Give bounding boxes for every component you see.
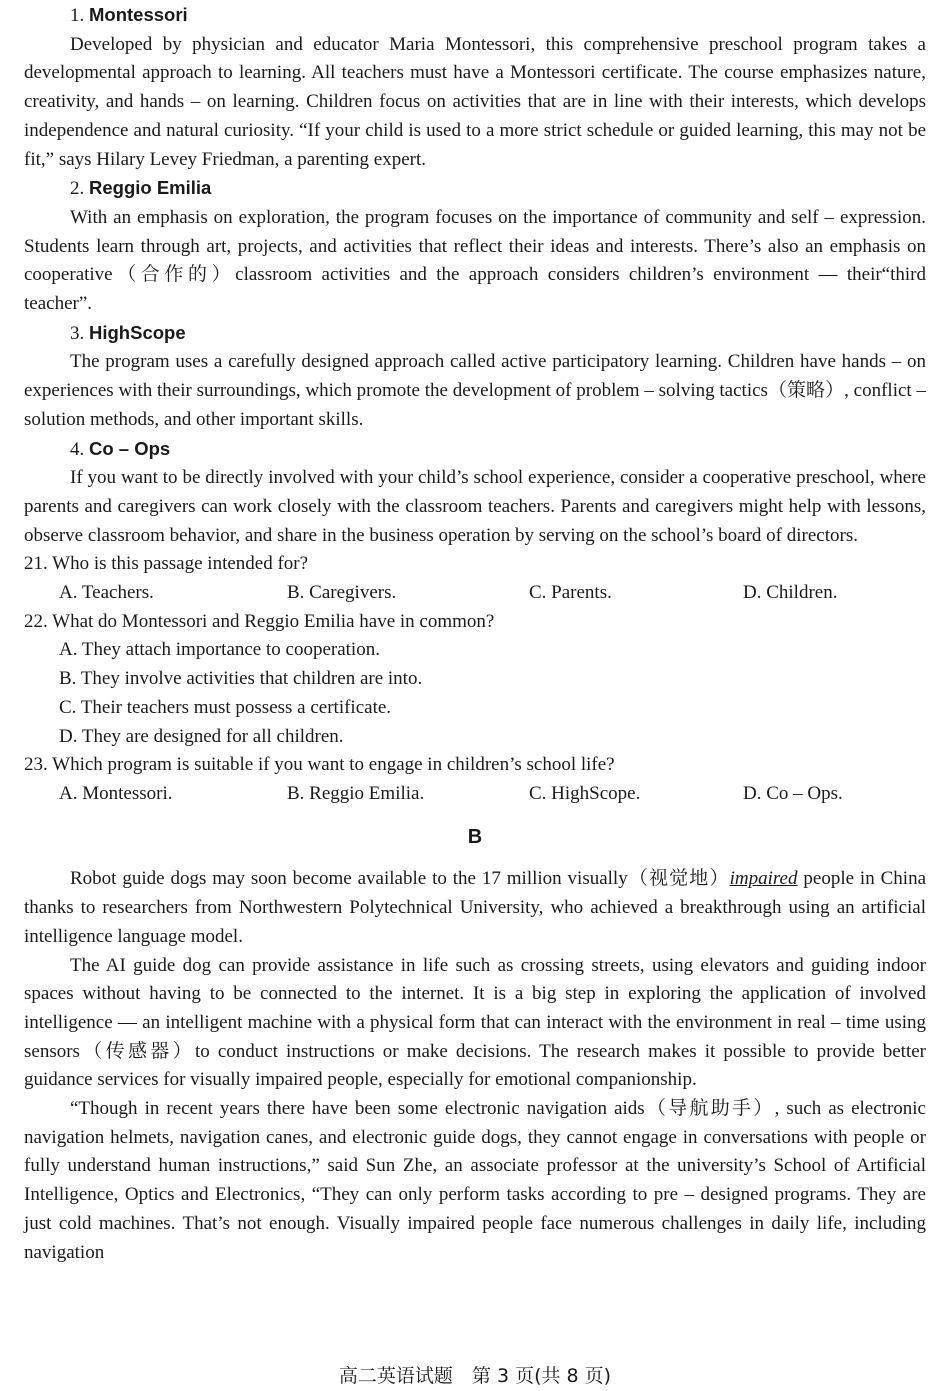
option-b: B. Caregivers. <box>287 582 397 604</box>
question-22: 22. What do Montessori and Reggio Emilia have in common? <box>24 610 495 632</box>
section-heading-montessori: 1. Montessori <box>70 4 188 26</box>
page-footer: 高二英语试题 第 3 页(共 8 页) <box>338 1365 612 1387</box>
section-heading-reggio: 2. Reggio Emilia <box>70 177 212 200</box>
paragraph-coops: If you want to be directly involved with your child’s school experience, consider a cooperative preschool, where parents and caregivers can work closely with the classroom teachers. Parents and caregivers might help with lessons, observe classroom behavior, and share in the business operation by serving on the school’s board of directors. <box>24 467 926 546</box>
paragraph-b-1: Robot guide dogs may soon become available to the 17 million visually（视觉地）impaired people in China thanks to researchers from Northwestern Polytechnical University, who achieved a breakthrough using an artificial intelligence language model. <box>24 868 926 947</box>
underlined-word-impaired: impaired <box>729 868 798 890</box>
question-23-options <box>24 780 926 809</box>
option-a: A. Teachers. <box>59 582 154 604</box>
question-21-options <box>24 579 926 608</box>
section-heading-highscope: 3. HighScope <box>70 321 186 344</box>
option-d: D. Co – Ops. <box>743 782 843 804</box>
question-21: 21. Who is this passage intended for? <box>24 553 309 575</box>
option-c: C. Parents. <box>529 582 612 604</box>
paragraph-b-2: The AI guide dog can provide assistance in life such as crossing streets, using elevators and guiding indoor spaces without having to be connected to the internet. It is a big step in exploring the application of involved intelligence — an intelligent machine with a physical form that can interact with the environment in real – time using sensors（传感器）to conduct instructions or make decisions. The research makes it possible to provide better guidance services for visually impaired people, especially for emotional companionship. <box>24 954 926 1091</box>
option-c: C. Their teachers must possess a certificate. <box>59 696 392 718</box>
question-22-options <box>24 636 926 751</box>
paragraph-b-3: “Though in recent years there have been some electronic navigation aids（导航助手）, such as electronic navigation helmets, navigation canes, and electronic guide dogs, they cannot engage in conversations with people or fully understand human instructions,” said Sun Zhe, an associate professor at the university’s School of Artificial Intelligence, Optics and Electronics, “They can only perform tasks according to pre – designed programs. They are just cold machines. That’s not enough. Visually impaired people face numerous challenges in daily life, including navigation <box>24 1098 926 1263</box>
option-d: D. They are designed for all children. <box>59 725 344 747</box>
option-c: C. HighScope. <box>529 782 641 804</box>
question-23: 23. Which program is suitable if you want to engage in children’s school life? <box>24 754 615 776</box>
option-b: B. Reggio Emilia. <box>287 782 425 804</box>
option-b: B. They involve activities that children are into. <box>59 668 423 690</box>
option-a: A. Montessori. <box>59 782 173 804</box>
exam-page <box>24 1 926 1267</box>
paragraph-highscope: The program uses a carefully designed approach called active participatory learning. Children have hands – on experiences with their surroundings, which promote the development of problem – solving tactics（策略）, conflict – solution methods, and other important skills. <box>24 351 926 430</box>
section-heading-coops: 4. Co – Ops <box>70 437 171 460</box>
option-a: A. They attach importance to cooperation. <box>59 639 380 661</box>
option-d: D. Children. <box>743 582 838 604</box>
paragraph-montessori: Developed by physician and educator Maria Montessori, this comprehensive preschool program takes a developmental approach to learning. All teachers must have a Montessori certificate. The course emphasizes nature, creativity, and hands – on learning. Children focus on activities that are in line with their interests, which develops independence and natural curiosity. “If your child is used to a more strict schedule or guided learning, this may not be fit,” says Hilary Levey Friedman, a parenting expert. <box>24 33 926 170</box>
part-b-title: B <box>467 825 483 848</box>
paragraph-reggio: With an emphasis on exploration, the program focuses on the importance of community and self – expression. Students learn through art, projects, and activities that reflect their ideas and interests. There’s also an emphasis on cooperative（合作的）classroom activities and the approach considers children’s environment — their“third teacher”. <box>24 206 926 315</box>
